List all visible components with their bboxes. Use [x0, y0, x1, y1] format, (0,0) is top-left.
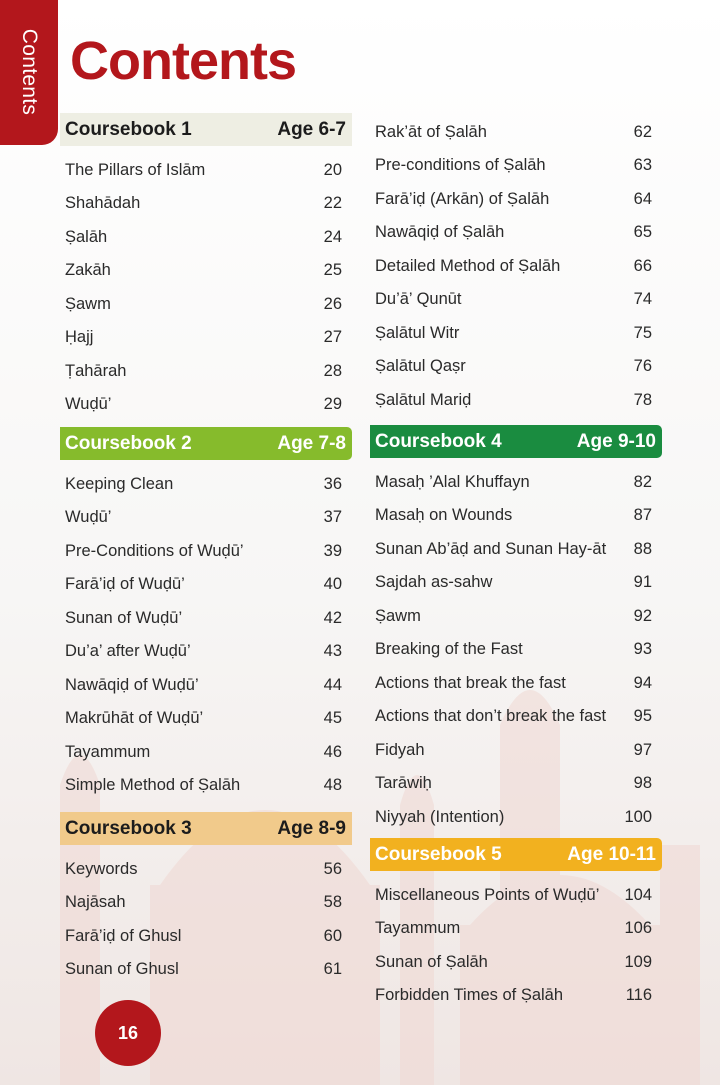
- toc-entry-page: 20: [323, 160, 342, 179]
- toc-entry-title: Simple Method of Ṣalāh: [65, 776, 241, 794]
- toc-entry-title: Detailed Method of Ṣalāh: [375, 256, 561, 275]
- toc-entry: [60, 762, 352, 796]
- toc-entry: [370, 142, 662, 176]
- toc-entry-page: 46: [323, 742, 342, 761]
- toc-entry-title: Sunan of Ṣalāh: [375, 952, 488, 971]
- toc-entry-page: 36: [323, 474, 342, 493]
- toc-entry-title: Niyyah (Intention): [375, 807, 505, 826]
- toc-entry-page: 43: [323, 642, 342, 660]
- toc-entry: [370, 458, 662, 492]
- toc-entry: [370, 242, 662, 276]
- toc-entry-page: 74: [633, 290, 652, 308]
- coursebook-name: Coursebook 1: [65, 118, 192, 140]
- toc-entry-title: Zakāh: [65, 261, 111, 279]
- toc-entry-page: 100: [624, 807, 652, 826]
- toc-entry-page: 26: [323, 294, 342, 313]
- toc-entry-page: 56: [323, 859, 342, 878]
- coursebook-4-header: [370, 425, 662, 458]
- coursebook-age: Age 7-8: [277, 432, 346, 454]
- toc-entry-page: 48: [323, 776, 342, 794]
- toc-entry-page: 75: [633, 323, 652, 342]
- toc-entry-page: 37: [323, 508, 342, 526]
- toc-entry-title: Rak’āt of Ṣalāh: [375, 122, 487, 141]
- coursebook-2-header: [60, 427, 352, 460]
- coursebook-1-header: [60, 113, 352, 146]
- toc-entry-page: 92: [633, 606, 652, 625]
- toc-entry-title: Masaḥ ’Alal Khuffayn: [375, 472, 530, 491]
- toc-entry: [370, 559, 662, 593]
- coursebook-name: Coursebook 4: [375, 430, 502, 452]
- toc-entry-title: Actions that don’t break the fast: [375, 707, 607, 725]
- toc-entry-page: 44: [323, 675, 342, 694]
- contents-side-tab: [0, 0, 58, 145]
- toc-entry-page: 87: [633, 506, 652, 524]
- toc-entry-page: 97: [633, 740, 652, 759]
- coursebook-3-section: [60, 812, 352, 979]
- toc-entry-title: Ṣalātul Mariḍ: [375, 390, 472, 409]
- toc-entry: [60, 527, 352, 561]
- toc-entry: [60, 628, 352, 662]
- toc-entry-title: Sajdah as-sahw: [375, 573, 493, 591]
- toc-entry: [370, 793, 662, 827]
- toc-entry: [60, 561, 352, 595]
- toc-entry-page: 40: [323, 575, 342, 593]
- toc-entry-page: 116: [625, 986, 652, 1004]
- toc-entry: [60, 146, 352, 180]
- toc-entry: [60, 695, 352, 729]
- toc-entry-title: Masaḥ on Wounds: [375, 506, 513, 524]
- toc-entry: [370, 938, 662, 972]
- toc-entry-page: 93: [633, 640, 652, 658]
- coursebook-age: Age 6-7: [277, 118, 346, 140]
- toc-entry-title: Tayammum: [65, 742, 151, 761]
- toc-entry-title: Tarāwiḥ: [375, 774, 432, 792]
- coursebook-4-section: [370, 425, 662, 827]
- toc-entry-page: 109: [624, 952, 652, 971]
- toc-entry-page: 42: [323, 608, 342, 627]
- toc-entry-page: 82: [633, 472, 652, 491]
- toc-entry-page: 94: [633, 673, 652, 692]
- toc-entry: [60, 280, 352, 314]
- toc-entry-title: Sunan Ab’āḍ and Sunan Hay-āt: [375, 539, 607, 558]
- toc-entry: [370, 726, 662, 760]
- toc-entry: [370, 972, 662, 1006]
- toc-entry: [370, 760, 662, 794]
- toc-entry-page: 62: [633, 122, 652, 141]
- toc-entry: [60, 912, 352, 946]
- toc-entry: [60, 728, 352, 762]
- toc-entry: [60, 460, 352, 494]
- toc-entry: [370, 175, 662, 209]
- toc-entry: [370, 108, 662, 142]
- toc-entry: [60, 594, 352, 628]
- toc-entry-title: Tayammum: [375, 919, 461, 937]
- toc-entry: [60, 314, 352, 348]
- toc-entry: [370, 525, 662, 559]
- toc-entry-page: 58: [323, 893, 342, 911]
- coursebook-1-section: [60, 113, 352, 414]
- toc-entry-title: Du’a’ after Wuḍū’: [65, 642, 191, 660]
- toc-entry-title: Sunan of Wuḍū’: [65, 608, 183, 627]
- toc-entry-page: 28: [323, 361, 342, 380]
- toc-entry-title: Ṣalāh: [65, 227, 108, 246]
- toc-entry-page: 91: [633, 573, 652, 591]
- toc-entry-page: 98: [633, 774, 652, 792]
- toc-entry: [60, 879, 352, 913]
- toc-entry-title: Miscellaneous Points of Wuḍū’: [375, 885, 600, 904]
- toc-entry: [60, 845, 352, 879]
- toc-entry-page: 76: [633, 357, 652, 375]
- toc-entry: [60, 247, 352, 281]
- toc-entry-title: Sunan of Ghusl: [65, 960, 179, 978]
- toc-entry: [370, 492, 662, 526]
- toc-entry: [370, 626, 662, 660]
- toc-entry-title: Du’ā’ Qunūt: [375, 290, 462, 308]
- toc-entry-title: Nawāqiḍ of Wuḍū’: [65, 675, 199, 694]
- toc-entry-title: Keeping Clean: [65, 474, 174, 493]
- toc-entry: [370, 592, 662, 626]
- toc-entry: [60, 661, 352, 695]
- toc-entry: [60, 494, 352, 528]
- toc-entry-title: Keywords: [65, 859, 138, 878]
- toc-entry: [370, 376, 662, 410]
- toc-entry-page: 45: [323, 709, 342, 727]
- toc-entry-title: Shahādah: [65, 194, 141, 212]
- toc-entry-title: Ṣalātul Witr: [375, 323, 460, 342]
- toc-entry-page: 64: [633, 189, 652, 208]
- toc-entry-title: Farā’iḍ of Wuḍū’: [65, 575, 185, 593]
- toc-entry-page: 104: [624, 885, 652, 904]
- toc-entry-title: The Pillars of Islām: [65, 160, 206, 179]
- toc-entry-title: Farā’iḍ (Arkān) of Ṣalāh: [375, 189, 550, 208]
- toc-entry-page: 39: [323, 541, 342, 560]
- toc-entry-page: 66: [633, 256, 652, 275]
- toc-entry-page: 60: [323, 926, 342, 945]
- toc-entry: [370, 276, 662, 310]
- toc-entry: [370, 659, 662, 693]
- page-number-badge: [95, 1000, 161, 1066]
- coursebook-3-header: [60, 812, 352, 845]
- toc-entry-title: Fidyah: [375, 740, 425, 759]
- toc-entry-title: Ṭahārah: [65, 361, 127, 380]
- coursebook-5-section: [370, 838, 662, 1005]
- coursebook-3-continued: [370, 108, 662, 410]
- coursebook-2-section: [60, 427, 352, 795]
- toc-entry: [370, 871, 662, 905]
- toc-entry-title: Ṣawm: [375, 606, 421, 625]
- toc-entry-page: 106: [624, 919, 652, 937]
- toc-entry-page: 95: [633, 707, 652, 725]
- toc-entry-title: Forbidden Times of Ṣalāh: [375, 986, 564, 1004]
- page-number: 16: [117, 1022, 139, 1043]
- toc-entry-title: Nawāqiḍ of Ṣalāh: [375, 223, 505, 241]
- toc-entry-title: Breaking of the Fast: [375, 640, 523, 658]
- toc-entry-title: Farā’iḍ of Ghusl: [65, 926, 182, 945]
- coursebook-name: Coursebook 2: [65, 432, 192, 454]
- toc-entry-page: 25: [323, 261, 342, 279]
- toc-entry: [60, 213, 352, 247]
- coursebook-age: Age 8-9: [277, 817, 346, 839]
- toc-entry-title: Makrūhāt of Wuḍū’: [65, 709, 204, 727]
- toc-entry: [370, 693, 662, 727]
- toc-entry-page: 78: [633, 390, 652, 409]
- toc-entry-title: Pre-Conditions of Wuḍū’: [65, 541, 244, 560]
- toc-entry: [60, 381, 352, 415]
- toc-entry-page: 27: [323, 328, 342, 346]
- toc-entry-title: Actions that break the fast: [375, 673, 566, 692]
- toc-entry-page: 22: [323, 194, 342, 212]
- toc-entry-title: Ḥajj: [65, 328, 94, 346]
- page-title: Contents: [70, 31, 296, 91]
- toc-entry: [370, 309, 662, 343]
- toc-entry-title: Pre-conditions of Ṣalāh: [375, 156, 546, 174]
- toc-entry: [370, 905, 662, 939]
- toc-entry: [60, 180, 352, 214]
- toc-entry-page: 63: [633, 156, 652, 174]
- toc-entry-title: Wuḍū’: [65, 508, 112, 526]
- toc-entry: [60, 946, 352, 980]
- toc-entry-page: 29: [323, 395, 342, 413]
- toc-entry-page: 24: [323, 227, 342, 246]
- toc-entry-title: Ṣawm: [65, 294, 111, 313]
- toc-entry-page: 88: [633, 539, 652, 558]
- toc-entry: [370, 209, 662, 243]
- coursebook-age: Age 9-10: [576, 430, 656, 452]
- toc-entry-title: Najāsah: [65, 893, 126, 911]
- toc-entry-title: Ṣalātul Qaṣr: [375, 357, 466, 375]
- toc-entry: [370, 343, 662, 377]
- toc-entry-title: Wuḍū’: [65, 395, 112, 413]
- toc-entry: [60, 347, 352, 381]
- coursebook-age: Age 10-11: [567, 843, 656, 865]
- toc-entry-page: 61: [323, 960, 342, 978]
- coursebook-name: Coursebook 3: [65, 817, 192, 839]
- toc-entry-page: 65: [633, 223, 652, 241]
- coursebook-name: Coursebook 5: [375, 843, 502, 865]
- coursebook-5-header: [370, 838, 662, 871]
- side-tab-label: Contents: [18, 28, 41, 116]
